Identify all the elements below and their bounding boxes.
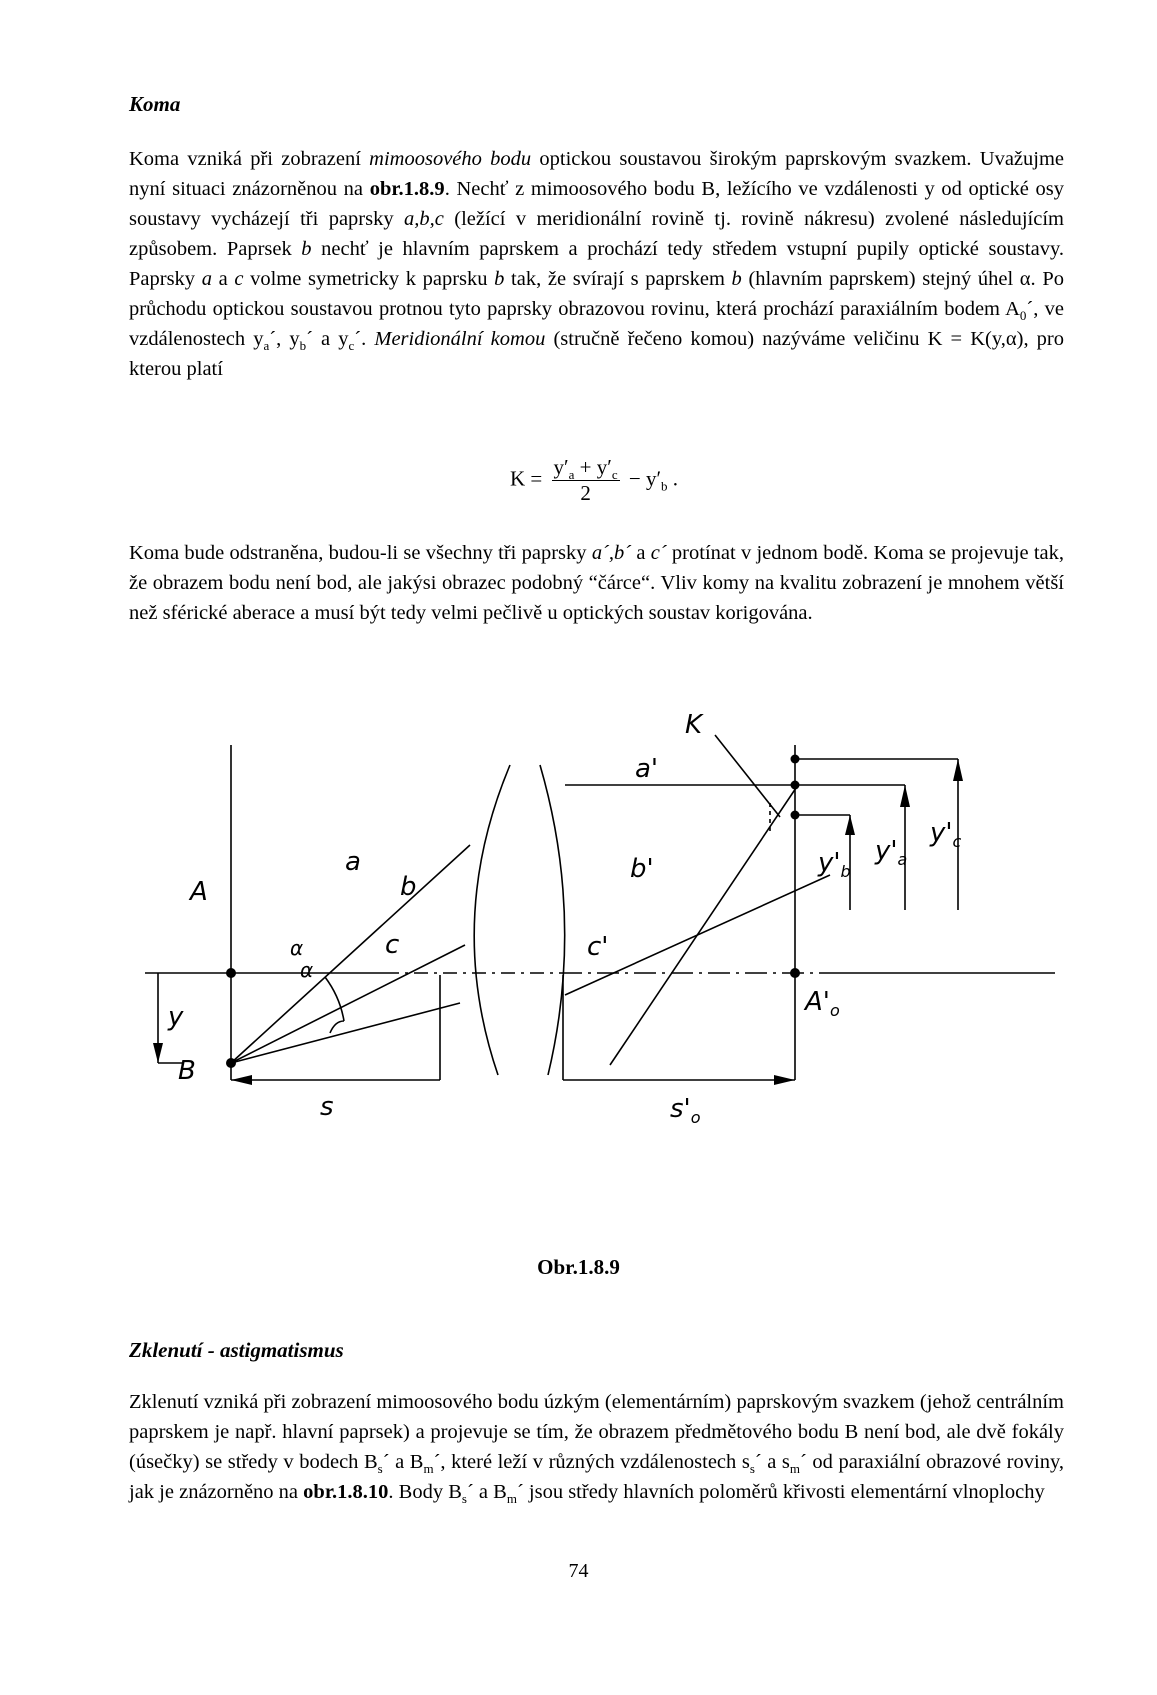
label-y: y (168, 1002, 184, 1032)
eq-yb-sub: b (661, 478, 668, 494)
text-run: Zklenutí vzniká při zobrazení mimoosového bodu úzkým (elementárním) paprskovým svazkem (jehož centrálním paprskem je např. hlavní paprsek) a projevuje se tím, že obrazem předmětového bodu B není bod, ale dvě fokály (úsečky) se středy v bodech B (129, 1391, 1064, 1473)
eq-yc: + y′ (579, 455, 612, 479)
text-run: b (301, 238, 312, 260)
text-run: ´, které leží v různých vzdálenostech s (433, 1451, 750, 1473)
ray-b (231, 945, 465, 1063)
paragraph-astigmatism (129, 1387, 1064, 1507)
label-A0-prime: $A'_o$ (805, 987, 840, 1020)
text-run: ´, y (269, 328, 300, 350)
text-run: a (263, 338, 270, 354)
angle-arc-2 (330, 1021, 344, 1033)
label-A: A (190, 877, 208, 907)
point-ya (791, 781, 800, 790)
eq-denominator: 2 (580, 481, 591, 505)
ray-a (231, 845, 470, 1063)
y-arrowhead (153, 1043, 163, 1063)
text-run: ´ jsou středy hlavních poloměrů křivosti elementární vlnoplochy (516, 1481, 1045, 1503)
eq-end: . (672, 466, 679, 491)
page-number: 74 (568, 1560, 589, 1582)
text-run: s (749, 1461, 755, 1477)
text-run: a (201, 268, 212, 290)
point-yb (791, 811, 800, 820)
ray-c (231, 1003, 460, 1063)
text-run: Koma vzniká při zobrazení (129, 148, 370, 170)
section-heading-koma: Koma (129, 92, 181, 116)
label-c: c (385, 930, 400, 960)
figure-coma-diagram (140, 710, 1060, 1175)
text-run: ´. (354, 328, 375, 350)
label-yb-prime: $y'_b$ (818, 848, 851, 881)
eq-numerator (552, 455, 620, 481)
text-run: ´ a s (754, 1451, 790, 1473)
label-b: b (400, 872, 417, 902)
label-s0-prime: $s'_o$ (670, 1094, 701, 1127)
label-a-prime: a' (635, 754, 659, 784)
text-run: c´ (650, 542, 667, 564)
point-B (226, 1058, 236, 1068)
text-run: s (377, 1461, 383, 1477)
text-run: m (423, 1461, 434, 1477)
eq-fraction (552, 455, 620, 506)
text-run: protínat v jednom bodě. Koma se projevuje tak, že obrazem bodu není bod, ale jakýsi obrazec podobný “čárce“. Vliv komy na kvalitu zobrazení je mnohem větší než sférické aberace a musí být tedy velmi pečlivě u optických soustav korigována. (129, 542, 1064, 624)
text-run: a´,b´ (591, 542, 632, 564)
label-K: K (685, 710, 703, 740)
lens-surface-left (474, 765, 510, 1075)
text-run: a,b,c (404, 208, 444, 230)
label-c-prime: c' (587, 932, 609, 962)
eq-minus-yb: − y′ (628, 466, 662, 491)
text-run: (stručně řečeno komou) nazýváme veličinu K = K(y,α), pro kterou platí (129, 328, 1065, 380)
text-run: c (234, 268, 244, 290)
label-yc-prime: $y'_c$ (930, 818, 962, 851)
eq-yc-sub: c (611, 467, 618, 483)
eq-ya-sub: a (568, 467, 575, 483)
text-run: s (461, 1491, 467, 1507)
text-run: ´ a B (466, 1481, 507, 1503)
s-arrowhead (231, 1075, 252, 1085)
text-run: 0 (1019, 308, 1027, 324)
yc-arrowhead (953, 759, 963, 781)
point-A0 (790, 968, 800, 978)
text-run: Meridionální komou (374, 328, 546, 350)
text-run: ´ a B (382, 1451, 424, 1473)
text-run: mimoosového bodu (369, 148, 532, 170)
figure-caption: Obr.1.8.9 (537, 1255, 620, 1279)
point-yc (791, 755, 800, 764)
text-run: volme symetricky k paprsku (243, 268, 495, 290)
text-run: b (299, 338, 307, 354)
text-run: ´, ve vzdálenostech y (129, 298, 1064, 350)
paragraph-koma-conclusion (129, 538, 1064, 628)
ya-arrowhead (900, 785, 910, 807)
text-run: Koma bude odstraněna, budou-li se všechny tři paprsky (129, 542, 592, 564)
text-run: obr.1.8.10 (303, 1481, 389, 1503)
label-alpha-2: α (300, 958, 314, 982)
coma-equation (510, 455, 678, 506)
text-run: nechť je hlavním paprskem a prochází tedy středem vstupní pupily optické soustavy. Paprsky (129, 238, 1064, 290)
eq-lhs: K = (510, 466, 543, 491)
lens-surface-right (540, 765, 565, 1075)
label-b-prime: b' (630, 854, 654, 884)
text-run: c (348, 338, 355, 354)
label-s: s (320, 1092, 334, 1122)
point-A (226, 968, 236, 978)
s0-arrowhead (774, 1075, 795, 1085)
yb-arrowhead (845, 815, 855, 835)
text-run: ´ a y (306, 328, 349, 350)
text-run: b (494, 268, 505, 290)
label-B: B (178, 1056, 196, 1086)
text-run: a (631, 542, 651, 564)
text-run: optickou soustavou širokým paprskovým svazkem. Uvažujme nyní situaci znázorněnou na (129, 148, 1065, 200)
text-run: . Body B (388, 1481, 462, 1503)
text-run: m (506, 1491, 517, 1507)
label-a: a (345, 847, 361, 877)
text-run: m (789, 1461, 801, 1477)
text-run: . Nechť z mimoosového bodu B, ležícího ve vzdálenosti y od optické osy soustavy vycházejí tři paprsky (129, 178, 1065, 230)
text-run: b (731, 268, 742, 290)
section-heading-astigmatism: Zklenutí - astigmatismus (129, 1338, 344, 1362)
label-ya-prime: $y'_a$ (875, 836, 908, 869)
text-run: obr.1.8.9 (369, 178, 445, 200)
label-alpha-1: α (290, 936, 304, 960)
text-run: tak, že svírají s paprskem (504, 268, 732, 290)
text-run: a (211, 268, 235, 290)
text-run: (ležící v meridionální rovině tj. rovině nákresu) zvolené následujícím způsobem. Paprsek (129, 208, 1064, 260)
text-run: ´ od paraxiální obrazové roviny, jak je znázorněno na (129, 1451, 1064, 1503)
eq-ya: y′ (553, 455, 569, 479)
text-run: (hlavním paprskem) stejný úhel α. Po průchodu optickou soustavou protnou tyto paprsky obrazovou rovinu, která prochází paraxiálním bodem A (129, 268, 1064, 320)
paragraph-koma-intro (129, 144, 1064, 384)
